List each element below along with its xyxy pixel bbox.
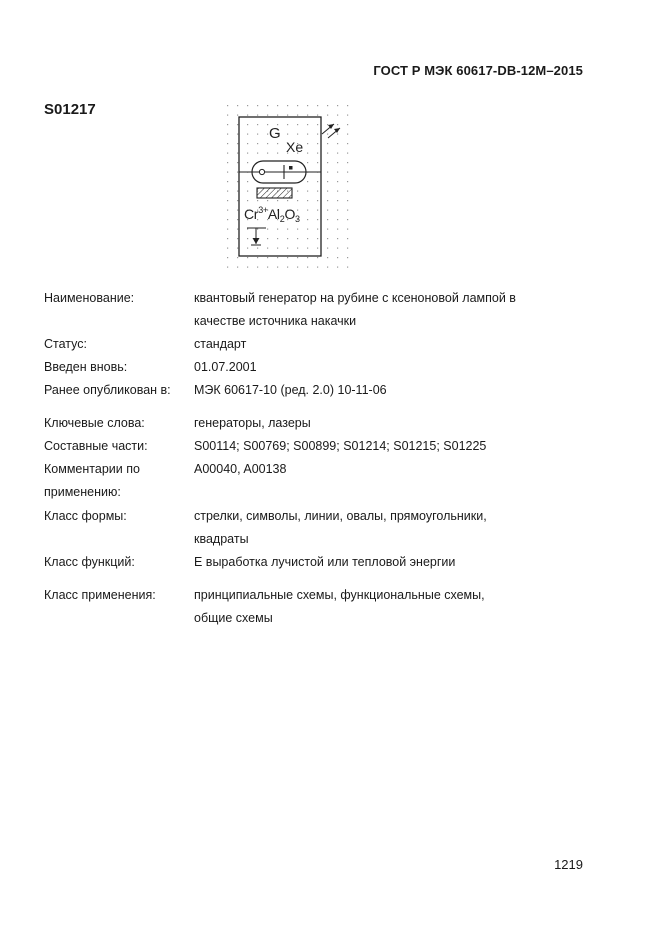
grid-dot [327,191,328,192]
grid-dot [327,134,328,135]
grid-dot [307,162,308,163]
grid-dot [227,124,228,125]
grid-dot [227,162,228,163]
grid-dot [227,210,228,211]
grid-dot [307,248,308,249]
grid-dot [237,257,238,258]
attribute-value [194,412,524,435]
grid-dot [247,238,248,239]
grid-dot [277,143,278,144]
grid-dot [347,257,348,258]
grid-dot [237,229,238,230]
attribute-value [194,435,524,458]
grid-dot [337,267,338,268]
grid-dot [337,219,338,220]
attribute-label: Ранее опубликован в: [44,383,171,397]
attribute-value-line: принципиальные схемы, функциональные схемы, [194,588,485,602]
grid-dot [227,248,228,249]
grid-dot [327,115,328,116]
grid-dot [317,229,318,230]
grid-dot [237,181,238,182]
grid-dot [247,134,248,135]
grid-dot [267,267,268,268]
grid-dot [307,267,308,268]
grid-dot [247,191,248,192]
grid-dot [257,143,258,144]
grid-dot [227,229,228,230]
grid-dot [347,172,348,173]
grid-dot [307,191,308,192]
grid-dot [227,115,228,116]
grid-dot [227,172,228,173]
grid-dot [317,248,318,249]
grid-dot [317,143,318,144]
grid-dot [347,229,348,230]
grid-dot [297,238,298,239]
grid-dot [247,115,248,116]
grid-dot [247,229,248,230]
attribute-value [194,584,524,630]
grid-dot [247,181,248,182]
grid-dot [337,162,338,163]
grid-dot [307,115,308,116]
grid-dot [347,238,348,239]
grid-dot [267,229,268,230]
attribute-value [194,287,524,333]
grid-dot [327,248,328,249]
grid-dot [307,219,308,220]
attribute-label: Введен вновь: [44,360,128,374]
grid-dot [327,257,328,258]
grid-dot [317,219,318,220]
grid-dot [277,238,278,239]
grid-dot [227,219,228,220]
grid-dot [257,124,258,125]
grid-dot [257,248,258,249]
grid-dot [227,105,228,106]
grid-dot [237,162,238,163]
grid-dot [257,257,258,258]
grid-dot [307,181,308,182]
grid-dot [287,229,288,230]
crystal-formula: $Cr^{3+}Al_2O_3$ [244,205,300,224]
grid-dot [337,134,338,135]
attribute-value-line: 01.07.2001 [194,360,257,374]
grid-dot [287,200,288,201]
grid-dot [267,200,268,201]
grid-dot [287,105,288,106]
grid-dot [287,238,288,239]
grid-dot [317,200,318,201]
grid-dot [287,134,288,135]
grid-dot [287,115,288,116]
grid-dot [237,115,238,116]
attribute-value [194,505,524,551]
grid-dot [327,238,328,239]
grid-dot [337,248,338,249]
grid-dot [297,229,298,230]
grid-dot [297,248,298,249]
grid-dot [297,105,298,106]
grid-dot [287,257,288,258]
document-header: ГОСТ Р МЭК 60617-DB-12M–2015 [373,63,583,78]
symbol-letter-g: G [269,125,281,142]
attribute-value-line: качестве источника накачки [194,314,357,328]
grid-dot [307,153,308,154]
grid-dot [347,105,348,106]
grid-dot [277,153,278,154]
grid-dot [247,124,248,125]
grid-dot [337,229,338,230]
grid-dot [277,248,278,249]
grid-dot [317,257,318,258]
grid-dot [317,153,318,154]
grid-dot [287,267,288,268]
grid-dot [277,200,278,201]
grid-dot [227,257,228,258]
grid-dot [327,210,328,211]
grid-dot [337,115,338,116]
grid-dot [337,153,338,154]
attribute-value [194,458,524,481]
grid-dot [247,267,248,268]
grid-dot [237,210,238,211]
grid-dot [247,200,248,201]
grid-dot [327,172,328,173]
grid-dot [227,134,228,135]
symbol-code: S01217 [44,101,96,118]
attribute-value-line: квантовый генератор на рубине с ксеноновой лампой в [194,291,516,305]
grid-dot [337,191,338,192]
grid-dot [297,210,298,211]
grid-dot [237,153,238,154]
grid-dot [307,143,308,144]
attribute-label [44,458,189,504]
grid-dot [317,210,318,211]
grid-dot [347,143,348,144]
grid-dot [327,105,328,106]
laser-generator-symbol [222,100,362,275]
attribute-value-line: S00114; S00769; S00899; S01214; S01215; S01225 [194,439,487,453]
grid-dot [267,115,268,116]
attribute-value-line: стандарт [194,337,247,351]
grid-dot [247,162,248,163]
attribute-value-line: стрелки, символы, линии, овалы, прямоугольники, [194,509,487,523]
grid-dot [317,134,318,135]
grid-dot [257,153,258,154]
grid-dot [247,248,248,249]
grid-dot [257,105,258,106]
grid-dot [337,143,338,144]
grid-dot [257,200,258,201]
grid-dot [337,210,338,211]
grid-dot [237,172,238,173]
grid-dot [297,115,298,116]
grid-dot [227,153,228,154]
grid-dot [337,172,338,173]
attribute-label: Класс применения: [44,588,156,602]
grid-dot [347,124,348,125]
grid-dot [327,200,328,201]
grid-dot [327,143,328,144]
grid-dot [307,229,308,230]
grid-dot [317,124,318,125]
grid-dot [347,200,348,201]
grid-dot [347,115,348,116]
attribute-value-line: квадраты [194,532,249,546]
attribute-value-line: генераторы, лазеры [194,416,311,430]
grid-dot [237,238,238,239]
grid-dot [297,200,298,201]
attribute-label: Составные части: [44,439,148,453]
grid-dot [277,257,278,258]
grid-dot [237,248,238,249]
attribute-label-line: Комментарии по [44,462,140,476]
attribute-value-line: E выработка лучистой или тепловой энергии [194,555,456,569]
grid-dot [327,219,328,220]
grid-dot [247,143,248,144]
attribute-label: Класс функций: [44,555,135,569]
grid-dot [307,105,308,106]
grid-dot [307,200,308,201]
grid-dot [237,191,238,192]
attribute-value [194,379,524,402]
grid-dot [337,238,338,239]
grid-dot [337,257,338,258]
grid-dot [267,238,268,239]
grid-dot [287,124,288,125]
grid-dot [297,124,298,125]
grid-dot [257,267,258,268]
symbol-gas-xe: Xe [286,139,304,155]
attribute-value-line: общие схемы [194,611,273,625]
attribute-label: Наименование: [44,291,135,305]
page-number: 1219 [554,857,583,872]
grid-dot [277,229,278,230]
grid-dot [307,134,308,135]
grid-dot [227,267,228,268]
grid-dot [227,191,228,192]
grid-dot [237,124,238,125]
grid-dot [227,181,228,182]
grid-dot [317,238,318,239]
grid-dot [227,200,228,201]
grid-dot [277,105,278,106]
grid-dot [277,115,278,116]
grid-dot [297,191,298,192]
grid-dot [297,134,298,135]
grid-dot [257,115,258,116]
grid-dot [307,257,308,258]
grid-dot [347,162,348,163]
grid-dot [247,257,248,258]
attribute-value [194,551,524,574]
grid-dot [327,162,328,163]
grid-dot [317,105,318,106]
grid-dot [267,257,268,258]
grid-dot [347,181,348,182]
grid-dot [307,210,308,211]
grid-dot [317,191,318,192]
grid-dot [327,267,328,268]
attribute-value [194,356,524,379]
ruby-crystal-icon [257,188,292,198]
attribute-value [194,333,524,356]
grid-dot [277,267,278,268]
grid-dot [287,248,288,249]
grid-dot [257,134,258,135]
output-arrow-icon [247,228,266,245]
attribute-label: Статус: [44,337,87,351]
grid-dot [337,105,338,106]
grid-dot [307,124,308,125]
grid-dot [327,153,328,154]
grid-dot [317,267,318,268]
grid-dot [257,229,258,230]
grid-dot [227,238,228,239]
grid-dot [237,219,238,220]
attribute-label: Класс формы: [44,509,127,523]
grid-dot [307,238,308,239]
grid-dot [247,105,248,106]
radiation-arrows-icon [322,124,340,138]
grid-dot [337,124,338,125]
grid-dot [267,143,268,144]
grid-dot [337,181,338,182]
grid-dot [337,200,338,201]
grid-dot [237,267,238,268]
grid-dot [347,210,348,211]
grid-dot [267,105,268,106]
grid-dot [347,267,348,268]
grid-dot [327,181,328,182]
grid-dot [237,134,238,135]
grid-dot [317,115,318,116]
attribute-label-line: применению: [44,485,121,499]
grid-dot [347,248,348,249]
attribute-value-line: МЭК 60617-10 (ред. 2.0) 10-11-06 [194,383,387,397]
grid-dot [247,153,248,154]
grid-dot [267,153,268,154]
grid-dot [347,219,348,220]
grid-dot [347,191,348,192]
grid-dot [347,134,348,135]
xenon-lamp-icon [239,161,321,183]
grid-dot [327,229,328,230]
grid-dot [297,257,298,258]
grid-dot [347,153,348,154]
grid-dot [237,143,238,144]
grid-dot [237,200,238,201]
grid-dot [227,143,228,144]
grid-dot [317,162,318,163]
grid-dot [297,267,298,268]
attribute-label: Ключевые слова: [44,416,145,430]
grid-dot [237,105,238,106]
grid-dot [317,181,318,182]
grid-dot [267,248,268,249]
attribute-value-line: A00040, A00138 [194,462,287,476]
